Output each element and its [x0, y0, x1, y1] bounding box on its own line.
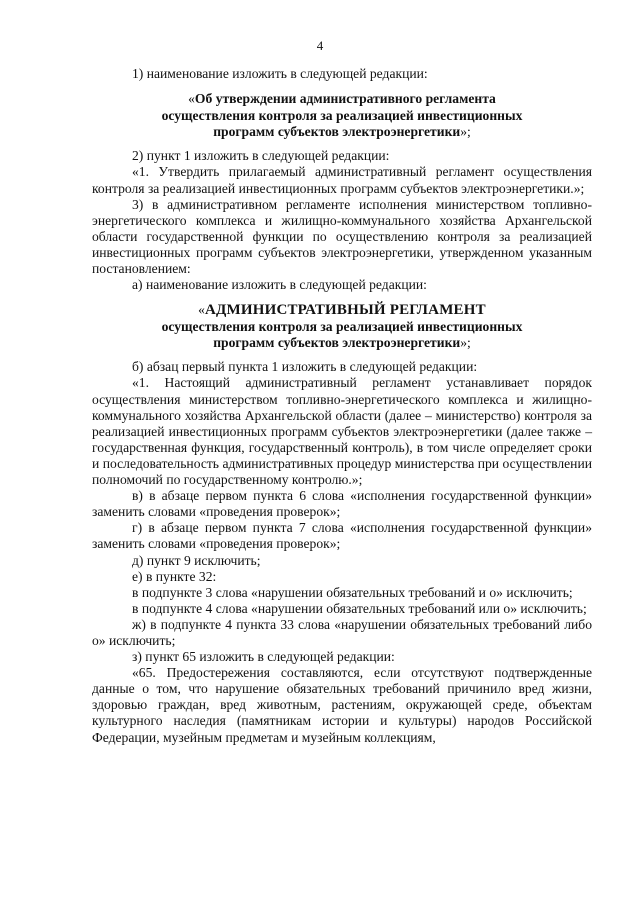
regulation-title-1-line-2: осуществления контроля за реализацией инвестиционных — [161, 107, 523, 123]
item-1: 1) наименование изложить в следующей редакции: — [132, 66, 428, 81]
document-body — [92, 66, 592, 746]
item-z-text: «65. Предостережения составляются, если отсутствуют подтвержденные данные о том, что нарушение обязательных требований причинило вред жизни, здоровью граждан, вред животным, растениям, окружающей среде, объектам культурного наследия (памятникам истории и культуры) народов Российской Федерации, музейным предметам и музейным коллекциям, — [92, 665, 592, 745]
item-e-subitem-2: в подпункте 4 слова «нарушении обязательных требований или о» исключить; — [132, 600, 587, 616]
item-z: з) пункт 65 изложить в следующей редакции: — [132, 649, 395, 665]
page-number: 4 — [316, 38, 324, 53]
item-b: б) абзац первый пункта 1 изложить в следующей редакции: — [132, 359, 478, 375]
item-v: в) в абзаце первом пункта 6 слова «исполнения государственной функции» заменить словами «проведения проверок»; — [92, 488, 592, 520]
regulation-title-1 — [92, 91, 592, 140]
item-b-text: «1. Настоящий административный регламент устанавливает порядок осуществления министерством топливно-энергетического комплекса и жилищно-коммунального хозяйства Архангельской области (далее – министерство) контроля за реализацией инвестиционных программ субъектов электроэнергетики (далее также – государственная функция, государственный контроль), в том числе определяет сроки и последовательность административных процедур министерства при осуществлении полномочий по государственному контролю.»; — [92, 375, 592, 488]
item-g: г) в абзаце первом пункта 7 слова «исполнения государственной функции» заменить словами «проведения проверок»; — [92, 520, 592, 552]
regulation-title-1-line-1: «Об утверждении административного регламента — [188, 91, 496, 107]
regulation-title-2-line-1: «АДМИНИСТРАТИВНЫЙ РЕГЛАМЕНТ — [198, 302, 486, 319]
item-zh: ж) в подпункте 4 пункта 33 слова «нарушении обязательных требований либо о» исключить; — [92, 616, 592, 648]
item-3: 3) в административном регламенте исполнения министерством топливно-энергетического комплекса и жилищно-коммунального хозяйства Архангельской области государственной функции по осуществлению контроля за реализацией инвестиционных программ субъектов электроэнергетики, утвержденном указанным постановлением: — [92, 196, 592, 276]
item-a: а) наименование изложить в следующей редакции: — [132, 277, 427, 293]
regulation-title-2-line-3: программ субъектов электроэнергетики»; — [213, 334, 471, 350]
item-2-text: «1. Утвердить прилагаемый административный регламент осуществления контроля за реализацией инвестиционных программ субъектов электроэнергетики.»; — [92, 164, 592, 196]
item-e-subitem-1: в подпункте 3 слова «нарушении обязательных требований и о» исключить; — [132, 584, 573, 600]
item-2: 2) пункт 1 изложить в следующей редакции: — [132, 148, 390, 164]
item-d: д) пункт 9 исключить; — [132, 552, 261, 568]
item-e: е) в пункте 32: — [132, 568, 217, 584]
regulation-title-2-line-2: осуществления контроля за реализацией инвестиционных — [161, 318, 523, 334]
regulation-title-2 — [92, 302, 592, 351]
regulation-title-1-line-3: программ субъектов электроэнергетики»; — [213, 123, 471, 139]
